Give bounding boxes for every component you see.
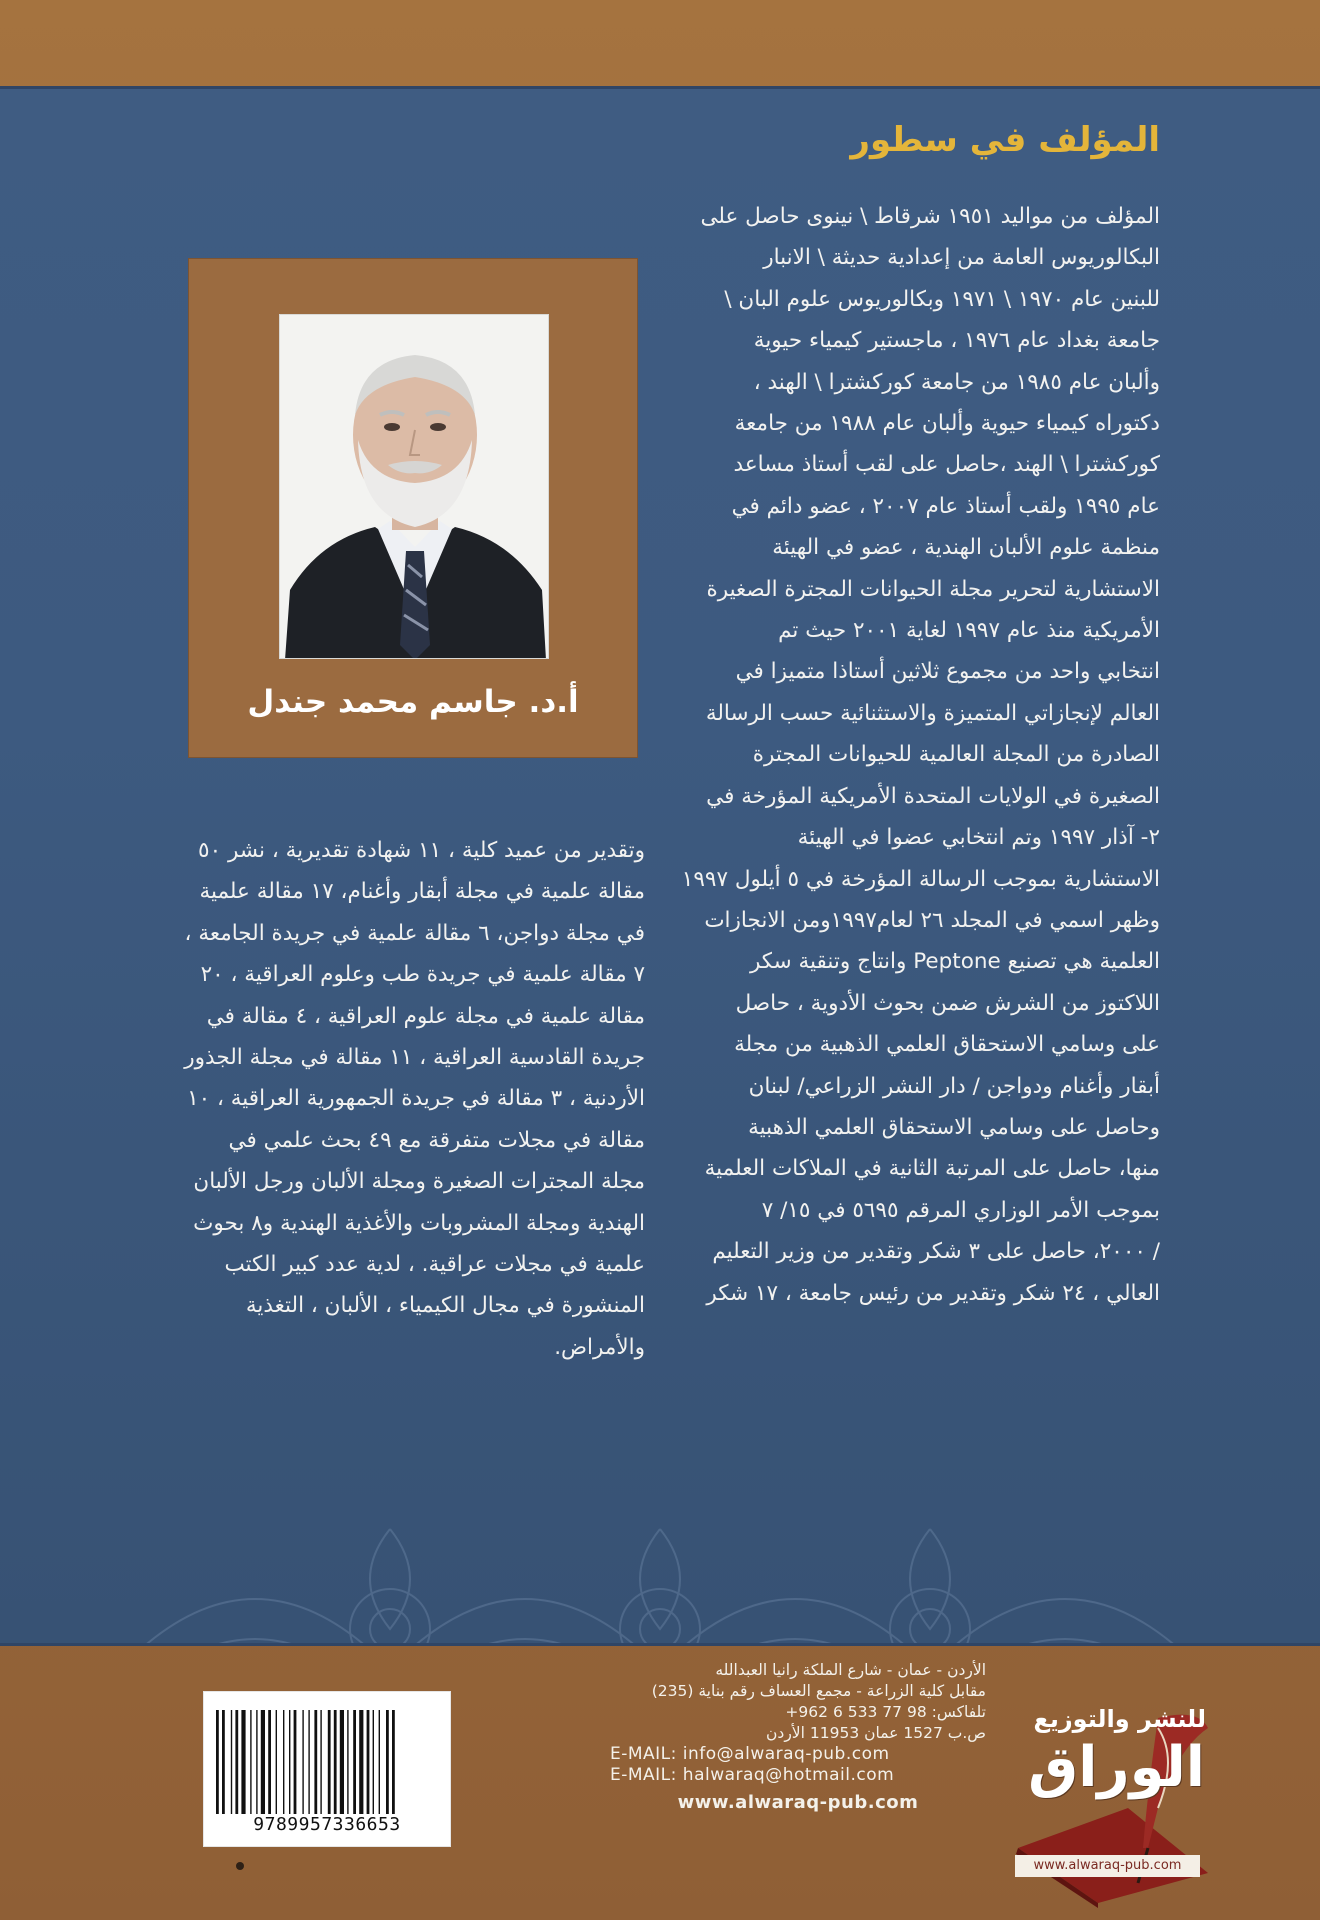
- pobox-line: ص.ب 1527 عمان 11953 الأردن: [766, 1724, 986, 1742]
- bio-line: وظهر اسمي في المجلد ٢٦ لعام١٩٩٧ومن الانجازات: [704, 907, 1160, 933]
- bio-line: العالم لإنجازاتي المتميزة والاستثنائية حسب الرسالة: [705, 700, 1160, 726]
- barcode-bar: [367, 1710, 370, 1814]
- bio-line: العلمية هي تصنيع Peptone وانتاج وتنقية سكر: [749, 949, 1160, 975]
- publisher-tagline: للنشر والتوزيع: [1033, 1705, 1206, 1733]
- barcode-bar: [334, 1710, 337, 1814]
- bio-line: الاستشارية لتحرير مجلة الحيوانات المجترة الصغيرة: [706, 576, 1160, 602]
- publisher-name: الوراق: [1028, 1735, 1205, 1800]
- isbn-number: 9789957336653: [253, 1814, 401, 1835]
- bio-line: عام ١٩٩٥ ولقب أستاذ عام ٢٠٠٧ ، عضو دائم في: [731, 493, 1160, 519]
- bio-line: كوركشترا \ الهند ،حاصل على لقب أستاذ مساعد: [733, 452, 1160, 478]
- bio-line: ٧ مقالة علمية في جريدة طب وعلوم العراقية ، ٢٠: [200, 962, 645, 988]
- author-photo: [279, 314, 549, 659]
- isbn-barcode: [203, 1691, 451, 1847]
- barcode-bar: [320, 1710, 321, 1814]
- bio-line: الصغيرة في الولايات المتحدة الأمريكية المؤرخة في: [706, 783, 1160, 809]
- barcode-bar: [302, 1710, 303, 1814]
- barcode-bar: [328, 1710, 331, 1814]
- website: www.alwaraq-pub.com: [677, 1792, 919, 1813]
- phone-line: تلفاكس: 98 77 533 6 962+: [785, 1703, 986, 1721]
- barcode-bar: [235, 1710, 238, 1814]
- bio-line: البكالوريوس العامة من إعدادية حديثة \ الانبار: [763, 245, 1160, 271]
- bio-line: الأمريكية منذ عام ١٩٩٧ لغاية ٢٠٠١ حيث تم: [778, 618, 1160, 644]
- barcode-bar: [250, 1710, 251, 1814]
- bio-line: ٢- آذار ١٩٩٧ وتم انتخابي عضوا في الهيئة: [797, 825, 1160, 851]
- bio-line: وتقدير من عميد كلية ، ١١ شهادة تقديرية ، نشر ٥٠: [198, 838, 645, 863]
- bio-line: الاستشارية بموجب الرسالة المؤرخة في ٥ أيلول ١٩٩٧: [681, 866, 1160, 892]
- bio-line: الصادرة من المجلة العالمية للحيوانات المجترة: [752, 742, 1160, 768]
- bio-line: منظمة علوم الألبان الهندية ، عضو في الهيئة: [772, 535, 1160, 561]
- author-bio-right-column: [650, 196, 1160, 1314]
- email-line: E-MAIL: info@alwaraq-pub.com: [610, 1744, 890, 1764]
- author-name: أ.د. جاسم محمد جندل: [247, 684, 579, 720]
- email-line: E-MAIL: halwaraq@hotmail.com: [610, 1765, 895, 1785]
- section-title: المؤلف في سطور: [850, 120, 1160, 160]
- bio-line: على وسامي الاستحقاق العلمي الذهبية من مجلة: [734, 1032, 1160, 1058]
- barcode-bar: [373, 1710, 374, 1814]
- barcode-bar: [386, 1710, 389, 1814]
- barcode-bar: [256, 1710, 257, 1814]
- bio-line: العالي ، ٢٤ شكر وتقدير من رئيس جامعة ، ١٧ شكر: [706, 1280, 1160, 1306]
- barcode-bar: [241, 1710, 245, 1814]
- bio-line: علمية في مجلات عراقية. ، لدية عدد كبير الكتب: [224, 1252, 645, 1278]
- barcode-bar: [289, 1710, 290, 1814]
- bio-line: للبنين عام ١٩٧٠ \ ١٩٧١ وبكالوريوس علوم البان \: [724, 286, 1160, 312]
- bio-line: بموجب الأمر الوزاري المرقم ٥٦٩٥ في ١٥/ ٧: [761, 1197, 1160, 1223]
- bio-line: المنشورة في مجال الكيمياء ، الألبان ، التغذية: [245, 1293, 645, 1319]
- bio-line: مقالة في مجلات متفرقة مع ٤٩ بحث علمي في: [228, 1127, 645, 1153]
- address-line: مقابل كلية الزراعة - مجمع العساف رقم بناية (235): [651, 1682, 986, 1700]
- bio-line: أبقار وأغنام ودواجن / دار النشر الزراعي/ لبنان: [748, 1073, 1160, 1099]
- bio-line: في مجلة دواجن، ٦ مقالة علمية في جريدة الجامعة ،: [184, 920, 645, 946]
- address-line: الأردن - عمان - شارع الملكة رانيا العبدالله: [715, 1661, 986, 1679]
- barcode-bar: [392, 1710, 395, 1814]
- barcode-bar: [294, 1710, 297, 1814]
- bio-line: الهندية ومجلة المشروبات والأغذية الهندية و٨ بحوث: [193, 1210, 645, 1236]
- bio-line: المؤلف من مواليد ١٩٥١ شرقاط \ نينوى حاصل على: [700, 204, 1160, 229]
- bio-line: منها، حاصل على المرتبة الثانية في الملاكات العلمية: [704, 1156, 1160, 1182]
- bio-line: اللاكتوز من الشرش ضمن بحوث الأدوية ، حاصل: [735, 990, 1160, 1016]
- barcode-bars: [214, 1710, 442, 1814]
- author-photo-frame: [188, 258, 638, 758]
- logo-url: www.alwaraq-pub.com: [1015, 1855, 1200, 1877]
- stray-mark: [236, 1862, 244, 1870]
- author-portrait-icon: [280, 315, 549, 659]
- barcode-bar: [222, 1710, 225, 1814]
- bio-line: دكتوراه كيمياء حيوية وألبان عام ١٩٨٨ من جامعة: [734, 411, 1160, 437]
- bio-line: جامعة بغداد عام ١٩٧٦ ، ماجستير كيمياء حيوية: [753, 328, 1160, 354]
- barcode-bar: [347, 1710, 348, 1814]
- barcode-bar: [261, 1710, 265, 1814]
- barcode-bar: [340, 1710, 344, 1814]
- bio-line: / ٢٠٠٠، حاصل على ٣ شكر وتقدير من وزير التعليم: [712, 1239, 1160, 1265]
- barcode-bar: [231, 1710, 232, 1814]
- barcode-bar: [216, 1710, 219, 1814]
- bio-line: وألبان عام ١٩٨٥ من جامعة كوركشترا \ الهند ،: [753, 369, 1160, 395]
- publisher-address: [610, 1660, 986, 1813]
- barcode-bar: [268, 1710, 271, 1814]
- bio-line: والأمراض.: [554, 1334, 645, 1360]
- bio-line: مقالة علمية في مجلة أبقار وأغنام، ١٧ مقالة علمية: [199, 879, 645, 905]
- barcode-bar: [276, 1710, 277, 1814]
- barcode-bar: [308, 1710, 309, 1814]
- bio-line: مجلة المجترات الصغيرة ومجلة الألبان ورجل الألبان: [193, 1169, 645, 1195]
- barcode-bar: [353, 1710, 356, 1814]
- bio-line: الأردنية ، ٣ مقالة في جريدة الجمهورية العراقية ، ١٠: [187, 1086, 645, 1112]
- barcode-bar: [283, 1710, 284, 1814]
- bio-line: مقالة علمية في مجلة علوم العراقية ، ٤ مقالة في: [206, 1003, 645, 1029]
- barcode-bar: [359, 1710, 363, 1814]
- bio-line: وحاصل على وسامي الاستحقاق العلمي الذهبية: [748, 1114, 1160, 1140]
- ornament-pattern: [120, 1469, 1200, 1646]
- barcode-bar: [379, 1710, 380, 1814]
- author-bio-left-column: [180, 830, 645, 1368]
- bio-line: انتخابي واحد من مجموع ثلاثين أستاذا متميزا في: [735, 659, 1160, 685]
- bio-line: جريدة القادسية العراقية ، ١١ مقالة في مجلة الجذور: [184, 1045, 645, 1071]
- barcode-bar: [314, 1710, 317, 1814]
